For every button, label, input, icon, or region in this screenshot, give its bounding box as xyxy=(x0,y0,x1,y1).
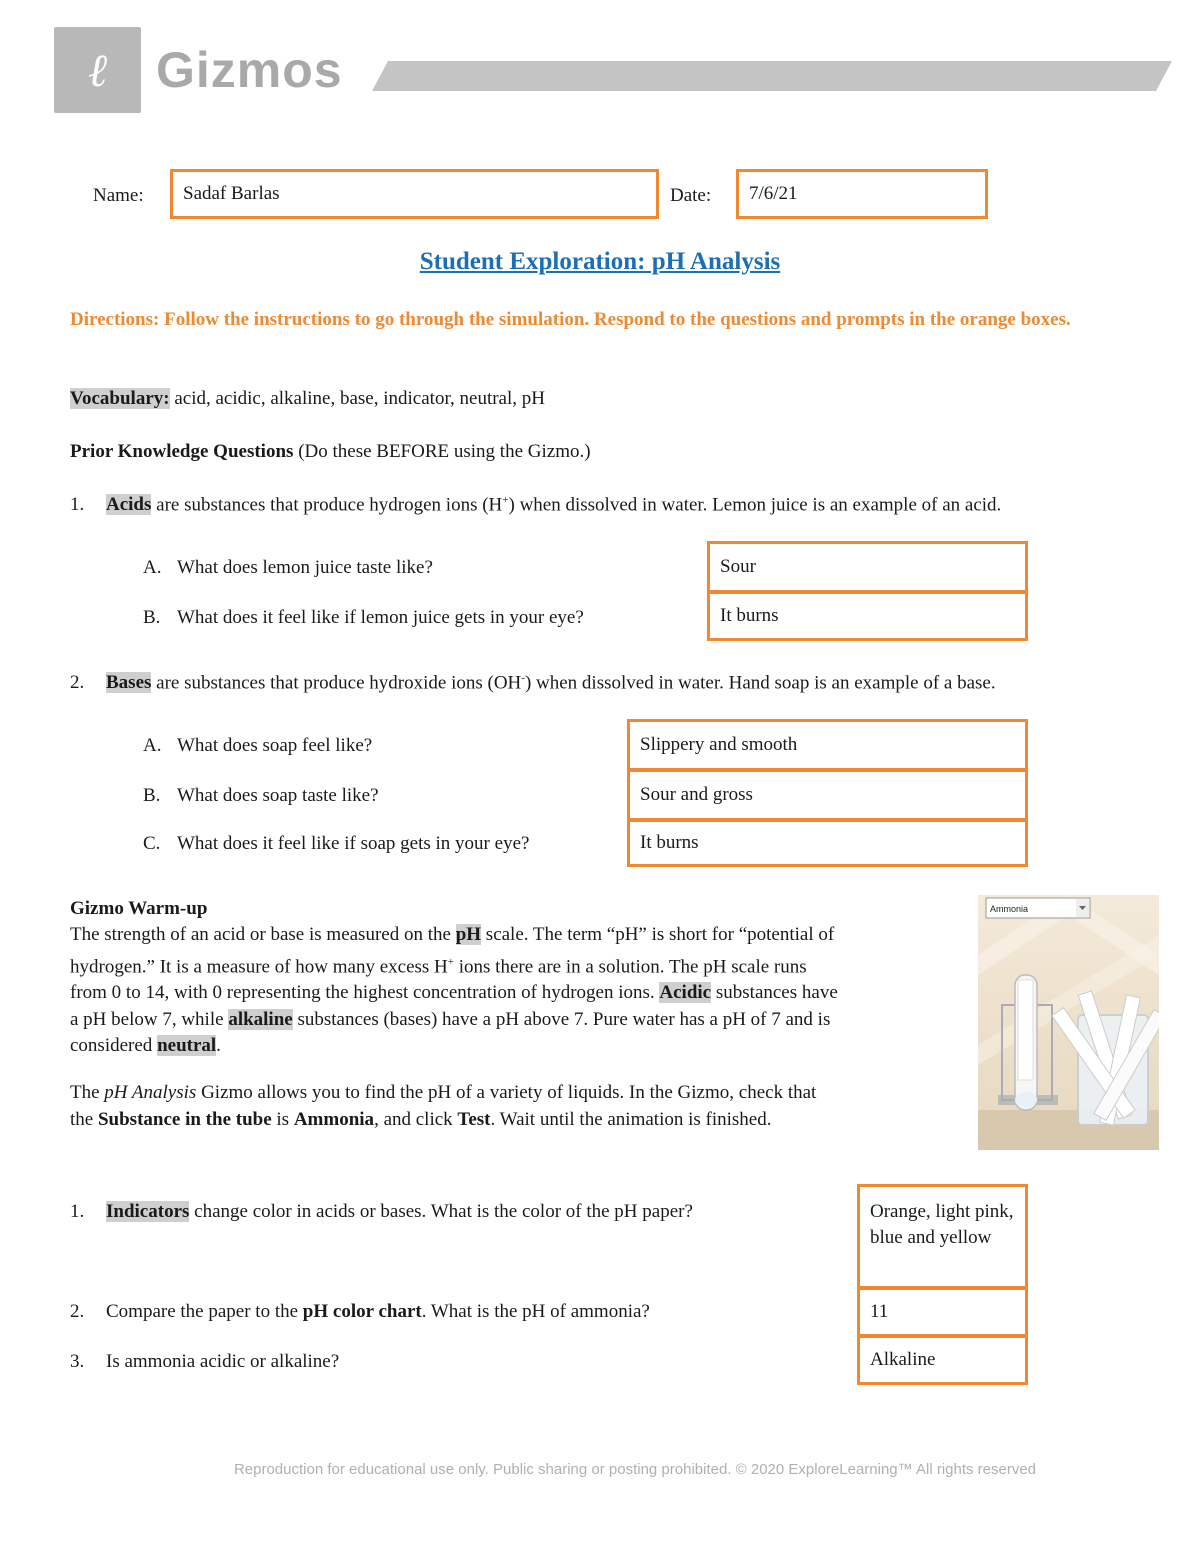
sub-letter: B. xyxy=(143,607,161,628)
question-text: change color in acids or bases. What is the color of the pH paper? xyxy=(189,1201,693,1222)
page-title: Student Exploration: pH Analysis xyxy=(419,248,781,275)
answer-text: Alkaline xyxy=(870,1349,936,1370)
answer-box[interactable] xyxy=(627,819,1028,867)
answer-text: Slippery and smooth xyxy=(640,734,798,755)
term-ph: pH xyxy=(455,924,482,945)
term-indicators: Indicators xyxy=(106,1201,190,1222)
paragraph-text: . xyxy=(216,1035,221,1057)
dropdown-value: Ammonia xyxy=(990,904,1029,914)
question-number: 1. xyxy=(70,1201,85,1222)
prior-knowledge-heading-line xyxy=(70,441,591,463)
paragraph-text: Gizmo allows you to find the pH of a variety of liquids. In the Gizmo, check that the xyxy=(70,1082,817,1130)
vocabulary-label: Vocabulary: xyxy=(70,388,170,409)
question-number: 3. xyxy=(70,1351,85,1372)
gizmo-illustration xyxy=(978,895,1159,1150)
warmup-question-1 xyxy=(70,1201,693,1223)
term-acids: Acids xyxy=(106,494,152,516)
term-alkaline: alkaline xyxy=(228,1008,293,1030)
question-text: are substances that produce hydroxide ions (OH xyxy=(156,672,522,694)
bold-text: Test xyxy=(457,1108,491,1130)
question-text: . What is the pH of ammonia? xyxy=(421,1301,650,1322)
sub-letter: A. xyxy=(143,557,162,578)
warmup-question-3 xyxy=(70,1351,339,1373)
paragraph-text: , and click xyxy=(374,1108,458,1130)
answer-text: 11 xyxy=(870,1301,889,1322)
gizmo-name: pH Analysis xyxy=(104,1082,197,1103)
prior-question-2 xyxy=(70,672,996,694)
bold-text: Ammonia xyxy=(293,1108,375,1130)
answer-box[interactable] xyxy=(857,1335,1028,1385)
header-bar xyxy=(372,61,1172,91)
question-text: ) when dissolved in water. Lemon juice is an example of an acid. xyxy=(508,494,1002,516)
vocabulary-line xyxy=(70,388,545,410)
term-neutral: neutral xyxy=(157,1035,217,1057)
sub-question xyxy=(143,607,584,629)
answer-box[interactable] xyxy=(707,541,1028,593)
sub-question-text: What does it feel like if soap gets in your eye? xyxy=(177,833,530,854)
footer-copyright: Reproduction for educational use only. Public sharing or posting prohibited. © 2020 ExploreLearning™ All rights reserved xyxy=(233,1461,1037,1478)
question-text: Is ammonia acidic or alkaline? xyxy=(106,1351,340,1372)
question-number: 1. xyxy=(70,494,85,516)
warmup-question-2 xyxy=(70,1301,650,1323)
sub-question xyxy=(143,785,379,807)
sub-letter: A. xyxy=(143,735,162,756)
directions: Directions: Follow the instructions to go through the simulation. Respond to the questions and prompts in the orange boxes. xyxy=(70,309,1071,330)
sub-question-text: What does lemon juice taste like? xyxy=(177,557,433,578)
answer-text: Sour xyxy=(720,556,756,577)
paragraph-text: The xyxy=(70,1082,105,1103)
term-bases: Bases xyxy=(106,672,152,694)
paragraph-text: substances (bases) have a pH above 7. Pure water has a pH of 7 and is considered xyxy=(70,1008,831,1057)
answer-text: It burns xyxy=(720,605,779,626)
paragraph-text: The strength of an acid or base is measured on the xyxy=(70,924,456,945)
answer-text: Sour and gross xyxy=(640,784,753,805)
name-label: Name: xyxy=(93,185,144,206)
answer-text: Orange, light pink, blue and yellow xyxy=(870,1201,1014,1248)
date-field[interactable] xyxy=(736,169,988,219)
answer-box[interactable] xyxy=(707,591,1028,641)
brand-name: Gizmos xyxy=(156,42,343,98)
question-text: Compare the paper to the xyxy=(106,1301,303,1322)
question-text: ) when dissolved in water. Hand soap is an example of a base. xyxy=(524,672,996,694)
sub-question xyxy=(143,833,529,855)
name-value: Sadaf Barlas xyxy=(183,183,280,204)
answer-text: It burns xyxy=(640,832,699,853)
prior-question-1 xyxy=(70,494,1001,516)
prior-knowledge-heading: Prior Knowledge Questions xyxy=(70,441,294,462)
sub-letter: C. xyxy=(143,833,161,854)
name-field[interactable] xyxy=(170,169,659,219)
warmup-heading: Gizmo Warm-up xyxy=(70,898,208,919)
sub-question-text: What does soap feel like? xyxy=(177,735,373,756)
gizmo-screenshot xyxy=(978,895,1159,1150)
question-number: 2. xyxy=(70,1301,85,1322)
paragraph-text: scale. The term “pH” is short for “potential of hydrogen.” It is a measure of how many excess H xyxy=(70,924,835,977)
superscript: - xyxy=(521,672,525,684)
sub-question-text: What does it feel like if lemon juice gets in your eye? xyxy=(177,607,584,628)
paragraph-text: . Wait until the animation is finished. xyxy=(490,1108,772,1130)
prior-knowledge-note: (Do these BEFORE using the Gizmo.) xyxy=(298,441,591,462)
question-text: are substances that produce hydrogen ions (H xyxy=(156,494,503,516)
superscript: + xyxy=(447,955,454,968)
sub-letter: B. xyxy=(143,785,161,806)
warmup-paragraph-2 xyxy=(70,1080,840,1133)
vocabulary-terms: acid, acidic, alkaline, base, indicator, neutral, pH xyxy=(174,388,545,409)
paragraph-text: substances have a pH below 7, while xyxy=(70,982,838,1030)
answer-box[interactable] xyxy=(627,719,1028,771)
sub-question xyxy=(143,557,433,579)
bold-text: pH color chart xyxy=(302,1301,422,1322)
sub-question xyxy=(143,735,372,757)
paragraph-text: is xyxy=(271,1108,294,1130)
paragraph-text: ions there are in a solution. The pH scale runs from 0 to 14, with 0 representing the highest concentration of hydrogen ions. xyxy=(70,955,807,1004)
warmup-paragraph-1 xyxy=(70,922,840,1060)
answer-box[interactable] xyxy=(627,769,1028,821)
sub-question-text: What does soap taste like? xyxy=(177,785,379,806)
answer-box[interactable] xyxy=(857,1287,1028,1337)
date-value: 7/6/21 xyxy=(749,183,798,204)
bold-text: Substance in the tube xyxy=(97,1108,272,1130)
term-acidic: Acidic xyxy=(659,982,712,1004)
explorelearning-logo-icon: ℓ xyxy=(87,43,108,97)
superscript: + xyxy=(502,494,509,506)
date-label: Date: xyxy=(670,185,712,206)
question-number: 2. xyxy=(70,672,85,694)
answer-box[interactable] xyxy=(857,1184,1028,1289)
